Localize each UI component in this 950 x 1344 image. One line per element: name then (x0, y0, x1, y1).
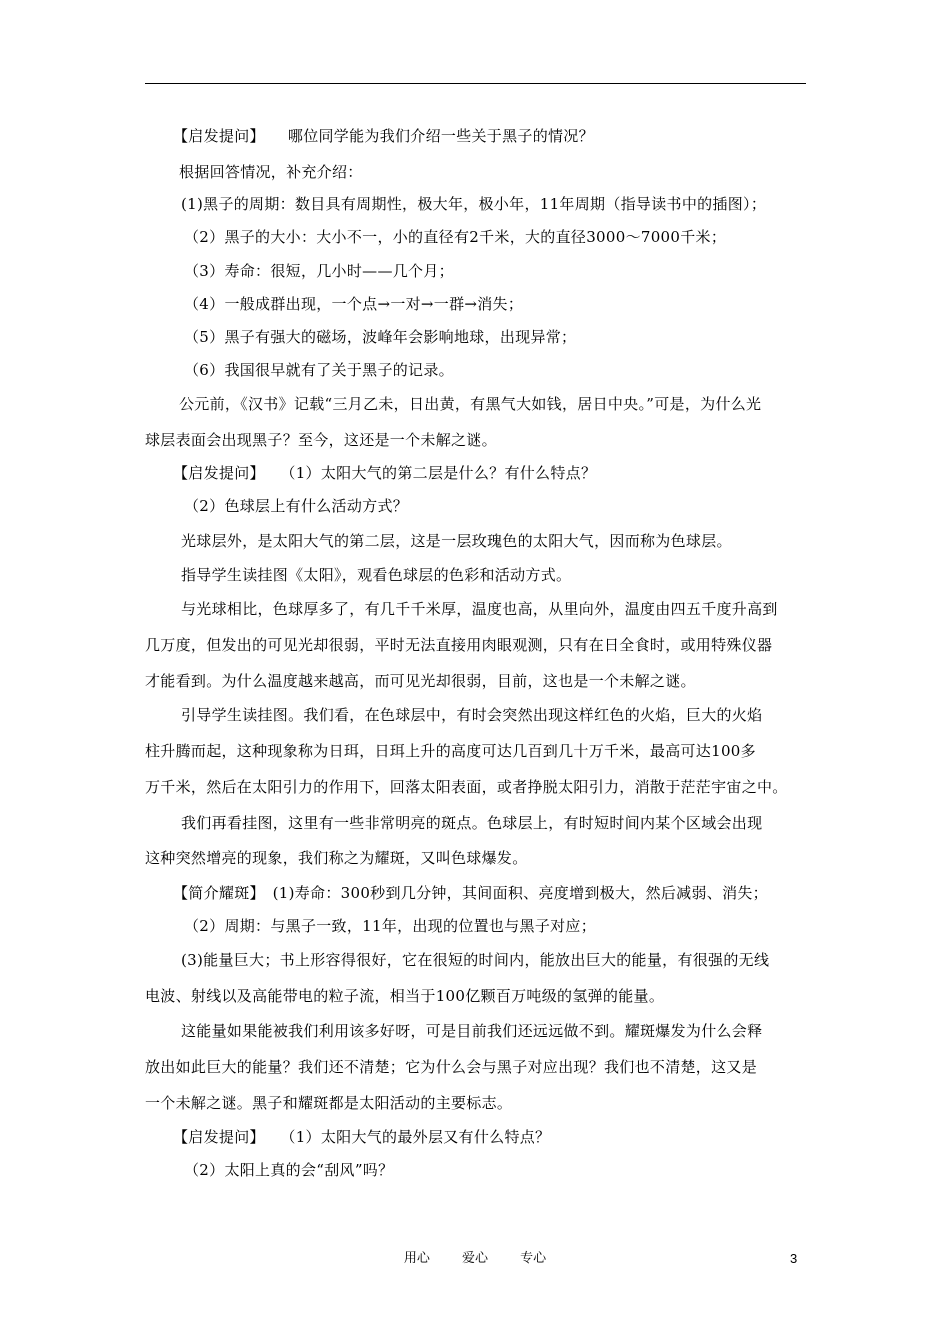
text-line: （4）一般成群出现，一个点→一对→一群→消失； (184, 295, 524, 313)
text-line: 【启发提问】 （1）太阳大气的最外层又有什么特点？ (173, 1128, 551, 1146)
text-line: 电波、射线以及高能带电的粒子流，相当于100亿颗百万吨级的氢弹的能量。 (145, 987, 665, 1005)
text-line: 放出如此巨大的能量？我们还不清楚；它为什么会与黑子对应出现？我们也不清楚，这又是 (145, 1058, 758, 1076)
text-line: 柱升腾而起，这种现象称为日珥，日珥上升的高度可达几百到几十万千米，最高可达100多 (145, 742, 756, 760)
text-line: 我们再看挂图，这里有一些非常明亮的斑点。色球层上，有时短时间内某个区域会出现 (181, 814, 763, 832)
page-number: 3 (790, 1251, 798, 1266)
text-line: 这种突然增亮的现象，我们称之为耀斑，又叫色球爆发。 (145, 849, 528, 867)
text-line: 引导学生读挂图。我们看，在色球层中，有时会突然出现这样红色的火焰，巨大的火焰 (181, 706, 763, 724)
text-line: 公元前，《汉书》记载“三月乙未，日出黄，有黑气大如钱，居日中央。”可是，为什么光 (179, 395, 762, 413)
text-line: (3)能量巨大；书上形容得很好，它在很短的时间内，能放出巨大的能量，有很强的无线 (181, 951, 770, 969)
text-line: (1)黑子的周期：数目具有周期性，极大年，极小年，11年周期（指导读书中的插图）； (181, 195, 767, 213)
header-rule (145, 83, 806, 84)
text-line: （2）黑子的大小：大小不一，小的直径有2千米，大的直径3000～7000千米； (184, 228, 727, 246)
text-line: 一个未解之谜。黑子和耀斑都是太阳活动的主要标志。 (145, 1094, 513, 1112)
text-line: （6）我国很早就有了关于黑子的记录。 (184, 361, 454, 379)
footer-motto (0, 1250, 950, 1268)
text-line: （3）寿命：很短，几小时——几个月； (184, 262, 454, 280)
text-line: 与光球相比，色球厚多了，有几千千米厚，温度也高，从里向外，温度由四五千度升高到 (181, 600, 778, 618)
footer-motto-word: 专心 (520, 1251, 547, 1266)
text-line: 指导学生读挂图《太阳》，观看色球层的色彩和活动方式。 (181, 566, 572, 584)
footer-motto-word: 用心 (403, 1251, 430, 1266)
text-line: 【启发提问】 （1）太阳大气的第二层是什么？有什么特点？ (173, 464, 597, 482)
text-line: （5）黑子有强大的磁场，波峰年会影响地球，出现异常； (184, 328, 577, 346)
text-line: 【启发提问】 哪位同学能为我们介绍一些关于黑子的情况？ (173, 127, 594, 145)
text-line: 【简介耀斑】 (1)寿命：300秒到几分钟，其间面积、亮度增到极大，然后减弱、消失； (173, 884, 768, 902)
text-line: 光球层外，是太阳大气的第二层，这是一层玫瑰色的太阳大气，因而称为色球层。 (181, 532, 732, 550)
text-line: （2）色球层上有什么活动方式？ (184, 497, 409, 515)
text-line: 这能量如果能被我们利用该多好呀，可是目前我们还远远做不到。耀斑爆发为什么会释 (181, 1022, 763, 1040)
text-line: 几万度，但发出的可见光却很弱，平时无法直接用肉眼观测，只有在日全食时，或用特殊仪器 (145, 636, 773, 654)
text-line: （2）周期：与黑子一致，11年，出现的位置也与黑子对应； (184, 917, 597, 935)
text-line: 球层表面会出现黑子？至今，这还是一个未解之谜。 (145, 431, 497, 449)
text-line: 才能看到。为什么温度越来越高，而可见光却很弱，目前，这也是一个未解之谜。 (145, 672, 696, 690)
text-line: 万千米，然后在太阳引力的作用下，回落太阳表面，或者挣脱太阳引力，消散于茫茫宇宙之中。 (145, 778, 788, 796)
text-line: （2）太阳上真的会“刮风”吗？ (184, 1161, 394, 1179)
text-line: 根据回答情况，补充介绍： (179, 163, 363, 181)
footer-motto-word: 爱心 (461, 1251, 488, 1266)
